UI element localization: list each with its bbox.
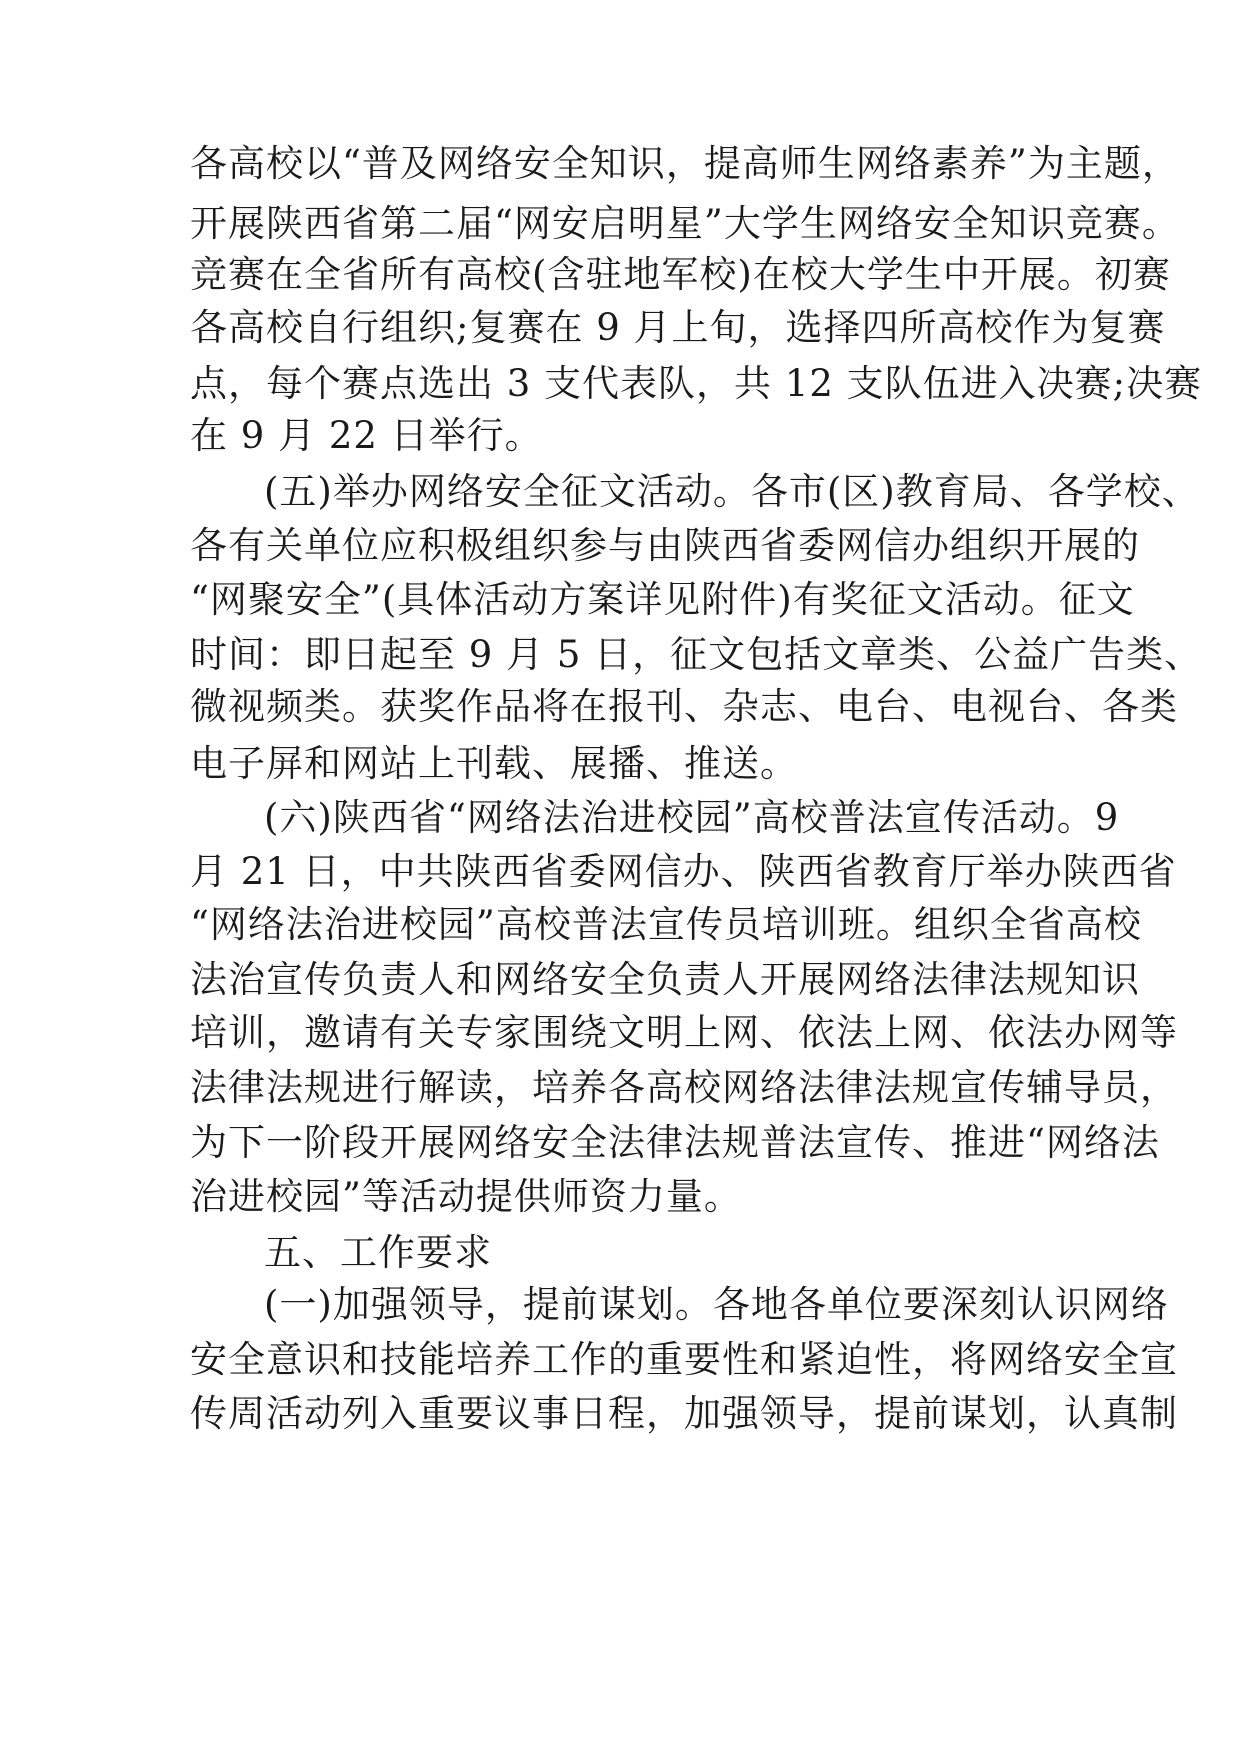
paragraph-first-line: (六)陕西省“网络法治进校园”高校普法宣传活动。9 <box>264 796 1120 839</box>
text-line: 传周活动列入重要议事日程，加强领导，提前谋划，认真制 <box>190 1392 1178 1435</box>
text-line: 各高校以“普及网络安全知识，提高师生网络素养”为主题， <box>190 142 1180 185</box>
text-line: 为下一阶段开展网络安全法律法规普法宣传、推进“网络法 <box>190 1121 1160 1164</box>
text-line: 法律法规进行解读，培养各高校网络法律法规宣传辅导员， <box>190 1066 1178 1109</box>
text-line: 微视频类。获奖作品将在报刊、杂志、电台、电视台、各类 <box>190 685 1178 728</box>
text-line: 点，每个赛点选出 3 支代表队，共 12 支队伍进入决赛;决赛 <box>190 362 1203 405</box>
text-line: 在 9 月 22 日举行。 <box>190 414 543 457</box>
text-line: 法治宣传负责人和网络安全负责人开展网络法律法规知识 <box>190 958 1140 1001</box>
text-line: 时间：即日起至 9 月 5 日，征文包括文章类、公益广告类、 <box>190 633 1203 676</box>
text-line: 开展陕西省第二届“网安启明星”大学生网络安全知识竞赛。 <box>190 202 1180 245</box>
text-line: “网聚安全”(具体活动方案详见附件)有奖征文活动。征文 <box>190 578 1135 621</box>
text-line: 月 21 日，中共陕西省委网信办、陕西省教育厅举办陕西省 <box>190 850 1177 893</box>
text-line: 竞赛在全省所有高校(含驻地军校)在校大学生中开展。初赛 <box>190 253 1171 296</box>
paragraph-first-line: (一)加强领导，提前谋划。各地各单位要深刻认识网络 <box>264 1283 1169 1326</box>
text-line: 电子屏和网站上刊载、展播、推送。 <box>190 742 798 785</box>
text-line: 治进校园”等活动提供师资力量。 <box>190 1175 742 1218</box>
text-line: 安全意识和技能培养工作的重要性和紧迫性，将网络安全宣 <box>190 1338 1178 1381</box>
text-line: 各高校自行组织;复赛在 9 月上旬，选择四所高校作为复赛 <box>190 306 1166 349</box>
text-line: 培训，邀请有关专家围绕文明上网、依法上网、依法办网等 <box>190 1011 1178 1054</box>
text-line: 各有关单位应积极组织参与由陕西省委网信办组织开展的 <box>190 524 1140 567</box>
section-heading: 五、工作要求 <box>264 1231 492 1274</box>
text-line: “网络法治进校园”高校普法宣传员培训班。组织全省高校 <box>190 903 1142 946</box>
paragraph-first-line: (五)举办网络安全征文活动。各市(区)教育局、各学校、 <box>264 470 1200 513</box>
